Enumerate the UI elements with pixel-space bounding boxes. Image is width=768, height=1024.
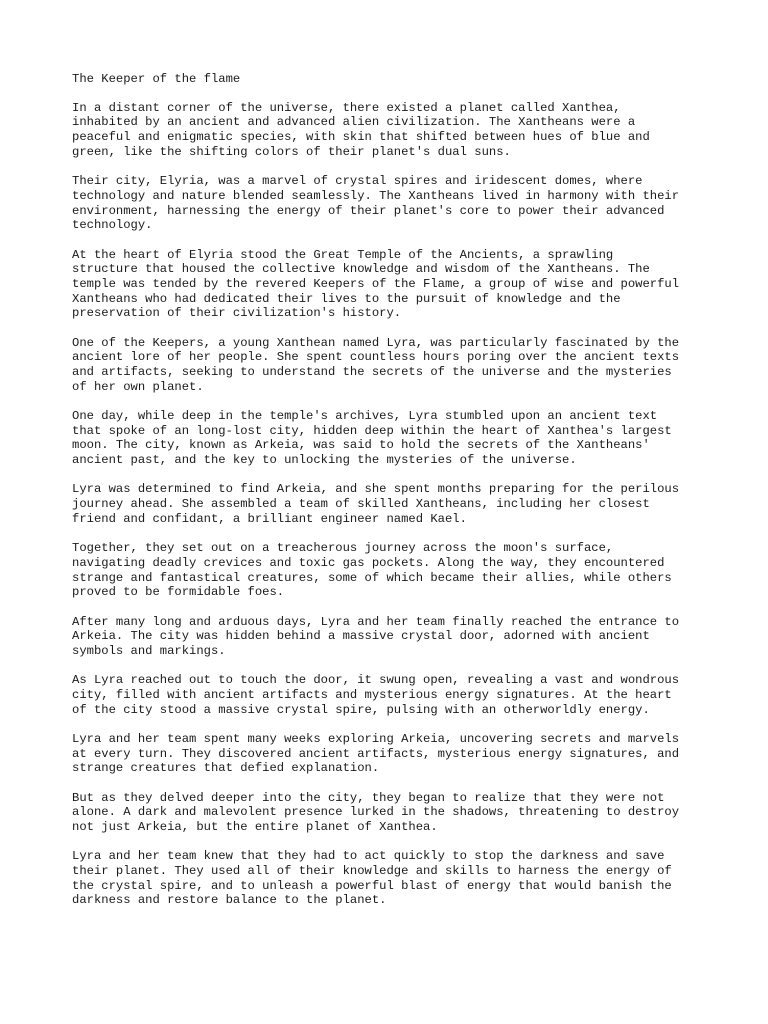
paragraph [72,849,712,908]
paragraph-line: After many long and arduous days, Lyra and her team finally reached the entrance to [72,614,680,629]
paragraph [72,615,712,659]
paragraph-line: technology and nature blended seamlessly. The Xantheans lived in harmony with their [72,188,680,203]
paragraph-line: temple was tended by the revered Keepers of the Flame, a group of wise and powerful [72,276,680,291]
paragraph [72,174,712,233]
paragraph-line: But as they delved deeper into the city, they began to realize that they were not [72,790,665,805]
paragraph-line: moon. The city, known as Arkeia, was said to hold the secrets of the Xantheans' [72,438,650,453]
paragraph-line: Lyra was determined to find Arkeia, and she spent months preparing for the perilous [72,482,680,497]
paragraph-line: friend and confidant, a brilliant engineer named Kael. [72,511,467,526]
paragraph [72,482,712,526]
paragraph-line: ancient lore of her people. She spent countless hours poring over the ancient texts [72,350,680,365]
paragraph-line: ancient past, and the key to unlocking the mysteries of the universe. [72,453,577,468]
paragraph [72,409,712,468]
paragraph-line: structure that housed the collective knowledge and wisdom of the Xantheans. The [72,262,650,277]
document-title: The Keeper of the flame [72,72,241,86]
document-body [72,101,712,908]
paragraph-line: technology. [72,218,153,233]
paragraph-line: journey ahead. She assembled a team of skilled Xantheans, including her closest [72,497,650,512]
paragraph-line: strange creatures that defied explanation. [72,761,380,776]
paragraph-line: preservation of their civilization's history. [72,306,402,321]
paragraph-line: In a distant corner of the universe, there existed a planet called Xanthea, [72,100,621,115]
document-page [72,72,712,923]
paragraph [72,248,712,322]
paragraph-line: darkness and restore balance to the planet. [72,893,387,908]
paragraph-line: environment, harnessing the energy of their planet's core to power their advanced [72,203,665,218]
paragraph [72,101,712,160]
paragraph-line: Arkeia. The city was hidden behind a massive crystal door, adorned with ancient [72,629,650,644]
paragraph-line: inhabited by an ancient and advanced alien civilization. The Xantheans were a [72,115,636,130]
paragraph-line: city, filled with ancient artifacts and mysterious energy signatures. At the heart [72,687,672,702]
paragraph-line: proved to be formidable foes. [72,585,285,600]
paragraph-line: Together, they set out on a treacherous journey across the moon's surface, [72,541,614,556]
paragraph [72,791,712,835]
paragraph-line: the crystal spire, and to unleash a powerful blast of energy that would banish the [72,878,672,893]
paragraph-line: Lyra and her team knew that they had to act quickly to stop the darkness and save [72,849,665,864]
paragraph-line: that spoke of an long-lost city, hidden deep within the heart of Xanthea's largest [72,423,672,438]
paragraph-line: not just Arkeia, but the entire planet of Xanthea. [72,820,438,835]
paragraph-line: green, like the shifting colors of their planet's dual suns. [72,144,511,159]
paragraph-line: of her own planet. [72,379,204,394]
paragraph [72,336,712,395]
paragraph [72,673,712,717]
paragraph [72,541,712,600]
paragraph-line: of the city stood a massive crystal spire, pulsing with an otherworldly energy. [72,702,650,717]
paragraph-line: their planet. They used all of their knowledge and skills to harness the energy of [72,864,672,879]
paragraph-line: at every turn. They discovered ancient artifacts, mysterious energy signatures, and [72,746,680,761]
paragraph [72,732,712,776]
paragraph-line: alone. A dark and malevolent presence lurked in the shadows, threatening to destroy [72,805,680,820]
paragraph-line: Xantheans who had dedicated their lives to the pursuit of knowledge and the [72,291,621,306]
paragraph-line: One of the Keepers, a young Xanthean named Lyra, was particularly fascinated by the [72,335,680,350]
paragraph-line: symbols and markings. [72,643,226,658]
paragraph-line: strange and fantastical creatures, some of which became their allies, while others [72,570,672,585]
paragraph-line: Their city, Elyria, was a marvel of crystal spires and iridescent domes, where [72,174,643,189]
paragraph-line: As Lyra reached out to touch the door, it swung open, revealing a vast and wondrous [72,673,680,688]
paragraph-line: Lyra and her team spent many weeks exploring Arkeia, uncovering secrets and marvels [72,731,680,746]
paragraph-line: navigating deadly crevices and toxic gas pockets. Along the way, they encountered [72,555,665,570]
paragraph-line: At the heart of Elyria stood the Great Temple of the Ancients, a sprawling [72,247,614,262]
paragraph-line: One day, while deep in the temple's archives, Lyra stumbled upon an ancient text [72,409,658,424]
paragraph-line: peaceful and enigmatic species, with skin that shifted between hues of blue and [72,130,650,145]
paragraph-line: and artifacts, seeking to understand the secrets of the universe and the mysteries [72,365,672,380]
